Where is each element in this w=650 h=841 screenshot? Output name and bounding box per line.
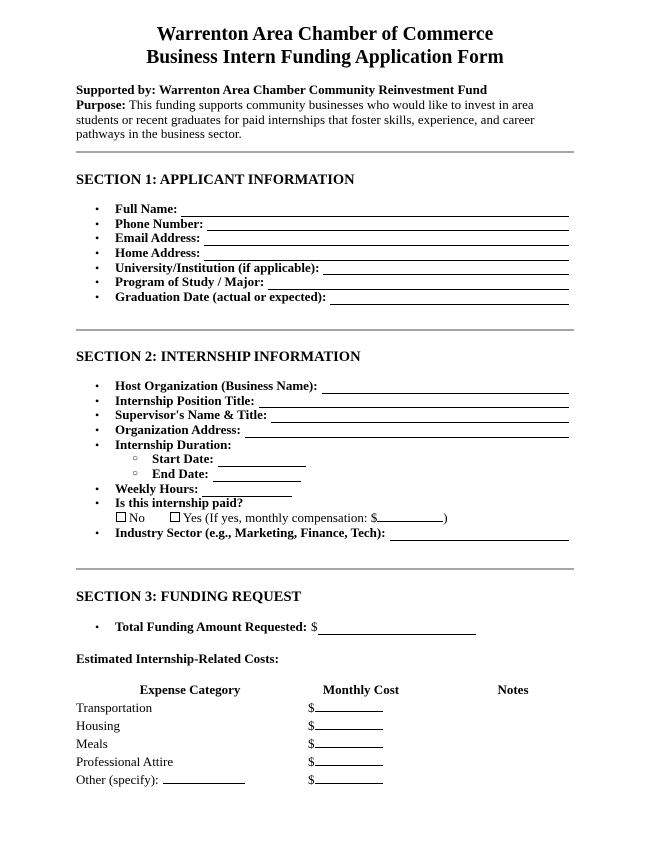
phone-input[interactable] <box>207 219 569 231</box>
table-row <box>76 754 496 772</box>
field-paid <box>95 497 569 512</box>
purpose-text: This funding supports community businesses who would like to invest in area students or recent graduates for paid internships that foster skills, experience, and career pathways in the business sector. <box>76 96 535 142</box>
field-label: Internship Duration: <box>115 436 232 452</box>
field-weekly-hours[interactable] <box>95 482 569 497</box>
transportation-cost-input[interactable] <box>315 700 383 712</box>
purpose-paragraph <box>76 98 576 142</box>
row-category: Housing <box>76 718 121 733</box>
row-category: Professional Attire <box>76 754 174 769</box>
total-funding-input[interactable] <box>318 623 476 635</box>
bullet-icon: • <box>95 231 100 246</box>
field-label: Weekly Hours: <box>115 480 199 496</box>
bullet-icon: • <box>95 260 100 275</box>
table-row <box>76 718 496 736</box>
supported-by: Supported by: Warrenton Area Chamber Community Reinvestment Fund <box>76 82 488 97</box>
field-label: Is this internship paid? <box>115 495 244 511</box>
row-category-other <box>76 772 308 790</box>
field-end-date[interactable] <box>95 467 569 482</box>
section2-fields <box>95 379 569 541</box>
field-start-date[interactable] <box>95 452 569 467</box>
bullet-icon: • <box>95 496 100 511</box>
field-supervisor[interactable] <box>95 408 569 423</box>
table-row <box>76 736 496 754</box>
other-specify-input[interactable] <box>163 772 245 784</box>
bullet-icon: • <box>95 246 100 261</box>
industry-sector-input[interactable] <box>390 529 569 541</box>
field-full-name[interactable] <box>95 202 569 217</box>
bullet-icon: • <box>95 290 100 305</box>
field-label: Phone Number: <box>115 215 204 231</box>
option-no-label: No <box>129 510 145 526</box>
costs-heading: Estimated Internship-Related Costs: <box>76 651 279 666</box>
other-cost-input[interactable] <box>315 772 383 784</box>
section2-heading: SECTION 2: INTERNSHIP INFORMATION <box>76 349 361 365</box>
column-header-notes: Notes <box>497 682 529 697</box>
home-address-input[interactable] <box>204 249 569 261</box>
field-duration <box>95 438 569 453</box>
field-label: Host Organization (Business Name): <box>115 377 318 393</box>
field-home-address[interactable] <box>95 246 569 261</box>
row-category: Meals <box>76 736 108 751</box>
intro-block <box>76 83 576 142</box>
currency-symbol: $ <box>308 754 315 769</box>
currency-symbol: $ <box>308 736 315 751</box>
paren-close: ) <box>443 510 448 526</box>
bullet-icon: • <box>95 275 100 290</box>
option-yes-label: Yes (If yes, monthly compensation: $ <box>182 510 378 526</box>
full-name-input[interactable] <box>181 205 569 217</box>
field-email[interactable] <box>95 231 569 246</box>
column-header-monthly-cost: Monthly Cost <box>322 682 400 697</box>
field-label: Full Name: <box>115 200 178 216</box>
field-label: Graduation Date (actual or expected): <box>115 289 327 305</box>
section3-heading: SECTION 3: FUNDING REQUEST <box>76 589 302 605</box>
divider <box>76 568 574 570</box>
currency-symbol: $ <box>311 618 318 634</box>
table-row <box>76 700 496 718</box>
checkbox-icon[interactable] <box>116 512 126 522</box>
bullet-icon: • <box>95 481 100 496</box>
field-label: Industry Sector (e.g., Marketing, Finance, Tech): <box>115 524 386 540</box>
supervisor-input[interactable] <box>271 411 569 423</box>
field-industry-sector[interactable] <box>95 526 569 541</box>
housing-cost-input[interactable] <box>315 718 383 730</box>
field-phone[interactable] <box>95 217 569 232</box>
organization-address-input[interactable] <box>245 426 569 438</box>
paid-options <box>95 511 569 526</box>
currency-symbol: $ <box>308 772 315 787</box>
row-category: Other (specify): <box>76 772 159 787</box>
section1-heading: SECTION 1: APPLICANT INFORMATION <box>76 172 355 188</box>
field-host-organization[interactable] <box>95 379 569 394</box>
position-title-input[interactable] <box>259 396 569 408</box>
currency-symbol: $ <box>308 718 315 733</box>
table-row <box>76 772 496 790</box>
field-label: Email Address: <box>115 230 201 246</box>
field-position-title[interactable] <box>95 394 569 409</box>
end-date-input[interactable] <box>213 470 301 482</box>
field-total-funding[interactable] <box>95 620 476 635</box>
field-label: Organization Address: <box>115 422 241 438</box>
email-input[interactable] <box>204 234 569 246</box>
bullet-icon: • <box>95 619 100 634</box>
form-title: Business Intern Funding Application Form <box>146 47 504 68</box>
graduation-date-input[interactable] <box>330 293 569 305</box>
bullet-icon: • <box>95 408 100 423</box>
option-no[interactable] <box>116 511 145 526</box>
circle-bullet-icon: ○ <box>132 468 139 480</box>
field-label: Total Funding Amount Requested: <box>115 618 308 634</box>
field-label: Internship Position Title: <box>115 392 255 408</box>
field-university[interactable] <box>95 261 569 276</box>
host-organization-input[interactable] <box>322 382 569 394</box>
field-label: End Date: <box>152 466 209 482</box>
bullet-icon: • <box>95 525 100 540</box>
attire-cost-input[interactable] <box>315 754 383 766</box>
checkbox-icon[interactable] <box>170 512 180 522</box>
row-category: Transportation <box>76 700 153 715</box>
bullet-icon: • <box>95 201 100 216</box>
start-date-input[interactable] <box>218 455 306 467</box>
divider <box>76 329 574 331</box>
field-label: Program of Study / Major: <box>115 274 265 290</box>
university-input[interactable] <box>323 263 569 275</box>
purpose-label: Purpose: <box>76 96 126 112</box>
currency-symbol: $ <box>308 700 315 715</box>
field-program[interactable] <box>95 275 569 290</box>
section1-fields <box>95 202 569 305</box>
option-yes[interactable] <box>170 510 448 526</box>
bullet-icon: • <box>95 216 100 231</box>
field-organization-address[interactable] <box>95 423 569 438</box>
bullet-icon: • <box>95 423 100 438</box>
field-label: University/Institution (if applicable): <box>115 259 320 275</box>
bullet-icon: • <box>95 378 100 393</box>
bullet-icon: • <box>95 437 100 452</box>
circle-bullet-icon: ○ <box>132 453 139 465</box>
meals-cost-input[interactable] <box>315 736 383 748</box>
divider <box>76 151 574 153</box>
field-label: Supervisor's Name & Title: <box>115 407 268 423</box>
field-label: Home Address: <box>115 245 201 261</box>
field-graduation-date[interactable] <box>95 290 569 305</box>
monthly-compensation-input[interactable] <box>377 510 443 522</box>
costs-table <box>76 700 496 790</box>
column-header-category: Expense Category <box>139 682 241 697</box>
field-label: Start Date: <box>152 451 214 467</box>
bullet-icon: • <box>95 393 100 408</box>
form-title-organization: Warrenton Area Chamber of Commerce <box>156 24 494 45</box>
